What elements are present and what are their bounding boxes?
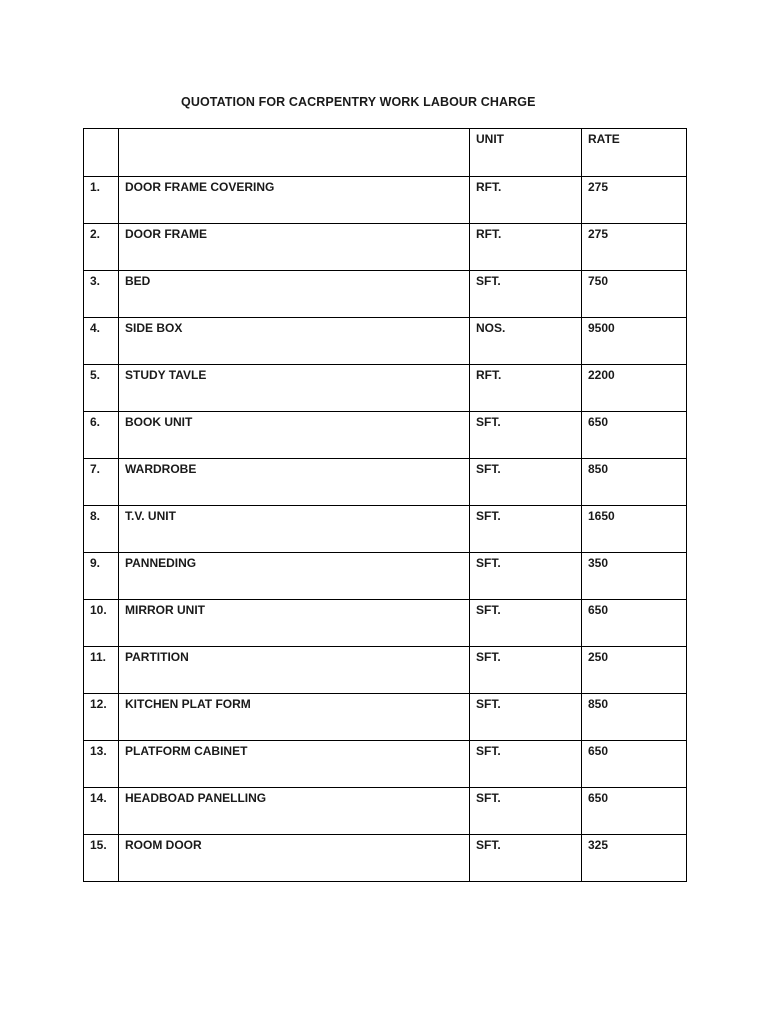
item-description: DOOR FRAME COVERING xyxy=(119,177,470,224)
row-number: 9. xyxy=(84,553,119,600)
item-description: BOOK UNIT xyxy=(119,412,470,459)
item-unit: SFT. xyxy=(470,741,582,788)
item-rate: 850 xyxy=(582,459,687,506)
item-rate: 650 xyxy=(582,741,687,788)
header-rate: RATE xyxy=(582,129,687,177)
item-rate: 1650 xyxy=(582,506,687,553)
item-description: PLATFORM CABINET xyxy=(119,741,470,788)
row-number: 6. xyxy=(84,412,119,459)
item-unit: SFT. xyxy=(470,506,582,553)
item-rate: 275 xyxy=(582,224,687,271)
row-number: 13. xyxy=(84,741,119,788)
header-no xyxy=(84,129,119,177)
quotation-table xyxy=(83,128,687,882)
item-description: T.V. UNIT xyxy=(119,506,470,553)
row-number: 12. xyxy=(84,694,119,741)
item-description: STUDY TAVLE xyxy=(119,365,470,412)
item-unit: SFT. xyxy=(470,600,582,647)
table-row xyxy=(84,741,687,788)
page-title: QUOTATION FOR CACRPENTRY WORK LABOUR CHARGE xyxy=(181,95,536,109)
table-row xyxy=(84,647,687,694)
item-unit: RFT. xyxy=(470,224,582,271)
item-description: KITCHEN PLAT FORM xyxy=(119,694,470,741)
item-unit: RFT. xyxy=(470,177,582,224)
row-number: 7. xyxy=(84,459,119,506)
table-row xyxy=(84,365,687,412)
item-unit: SFT. xyxy=(470,271,582,318)
table-row xyxy=(84,224,687,271)
item-rate: 9500 xyxy=(582,318,687,365)
item-rate: 2200 xyxy=(582,365,687,412)
item-description: DOOR FRAME xyxy=(119,224,470,271)
item-unit: SFT. xyxy=(470,694,582,741)
table-row xyxy=(84,835,687,882)
item-rate: 650 xyxy=(582,788,687,835)
item-unit: SFT. xyxy=(470,788,582,835)
item-rate: 250 xyxy=(582,647,687,694)
row-number: 5. xyxy=(84,365,119,412)
item-unit: NOS. xyxy=(470,318,582,365)
item-rate: 275 xyxy=(582,177,687,224)
table-row xyxy=(84,600,687,647)
table-row xyxy=(84,694,687,741)
table-row xyxy=(84,788,687,835)
item-rate: 750 xyxy=(582,271,687,318)
item-rate: 350 xyxy=(582,553,687,600)
item-unit: SFT. xyxy=(470,412,582,459)
table-row xyxy=(84,553,687,600)
item-description: PANNEDING xyxy=(119,553,470,600)
table-row xyxy=(84,177,687,224)
row-number: 4. xyxy=(84,318,119,365)
row-number: 3. xyxy=(84,271,119,318)
item-description: ROOM DOOR xyxy=(119,835,470,882)
item-description: PARTITION xyxy=(119,647,470,694)
header-unit: UNIT xyxy=(470,129,582,177)
row-number: 2. xyxy=(84,224,119,271)
item-description: SIDE BOX xyxy=(119,318,470,365)
table-row xyxy=(84,271,687,318)
item-description: BED xyxy=(119,271,470,318)
item-unit: SFT. xyxy=(470,459,582,506)
header-description xyxy=(119,129,470,177)
row-number: 10. xyxy=(84,600,119,647)
table-row xyxy=(84,318,687,365)
item-rate: 650 xyxy=(582,412,687,459)
row-number: 8. xyxy=(84,506,119,553)
item-description: WARDROBE xyxy=(119,459,470,506)
item-description: HEADBOAD PANELLING xyxy=(119,788,470,835)
table-row xyxy=(84,412,687,459)
row-number: 1. xyxy=(84,177,119,224)
table-row xyxy=(84,459,687,506)
row-number: 14. xyxy=(84,788,119,835)
row-number: 15. xyxy=(84,835,119,882)
item-rate: 850 xyxy=(582,694,687,741)
quotation-table-body xyxy=(84,129,687,882)
item-description: MIRROR UNIT xyxy=(119,600,470,647)
item-unit: SFT. xyxy=(470,553,582,600)
row-number: 11. xyxy=(84,647,119,694)
item-rate: 325 xyxy=(582,835,687,882)
item-unit: SFT. xyxy=(470,647,582,694)
table-row xyxy=(84,506,687,553)
item-unit: SFT. xyxy=(470,835,582,882)
item-rate: 650 xyxy=(582,600,687,647)
table-header-row xyxy=(84,129,687,177)
item-unit: RFT. xyxy=(470,365,582,412)
